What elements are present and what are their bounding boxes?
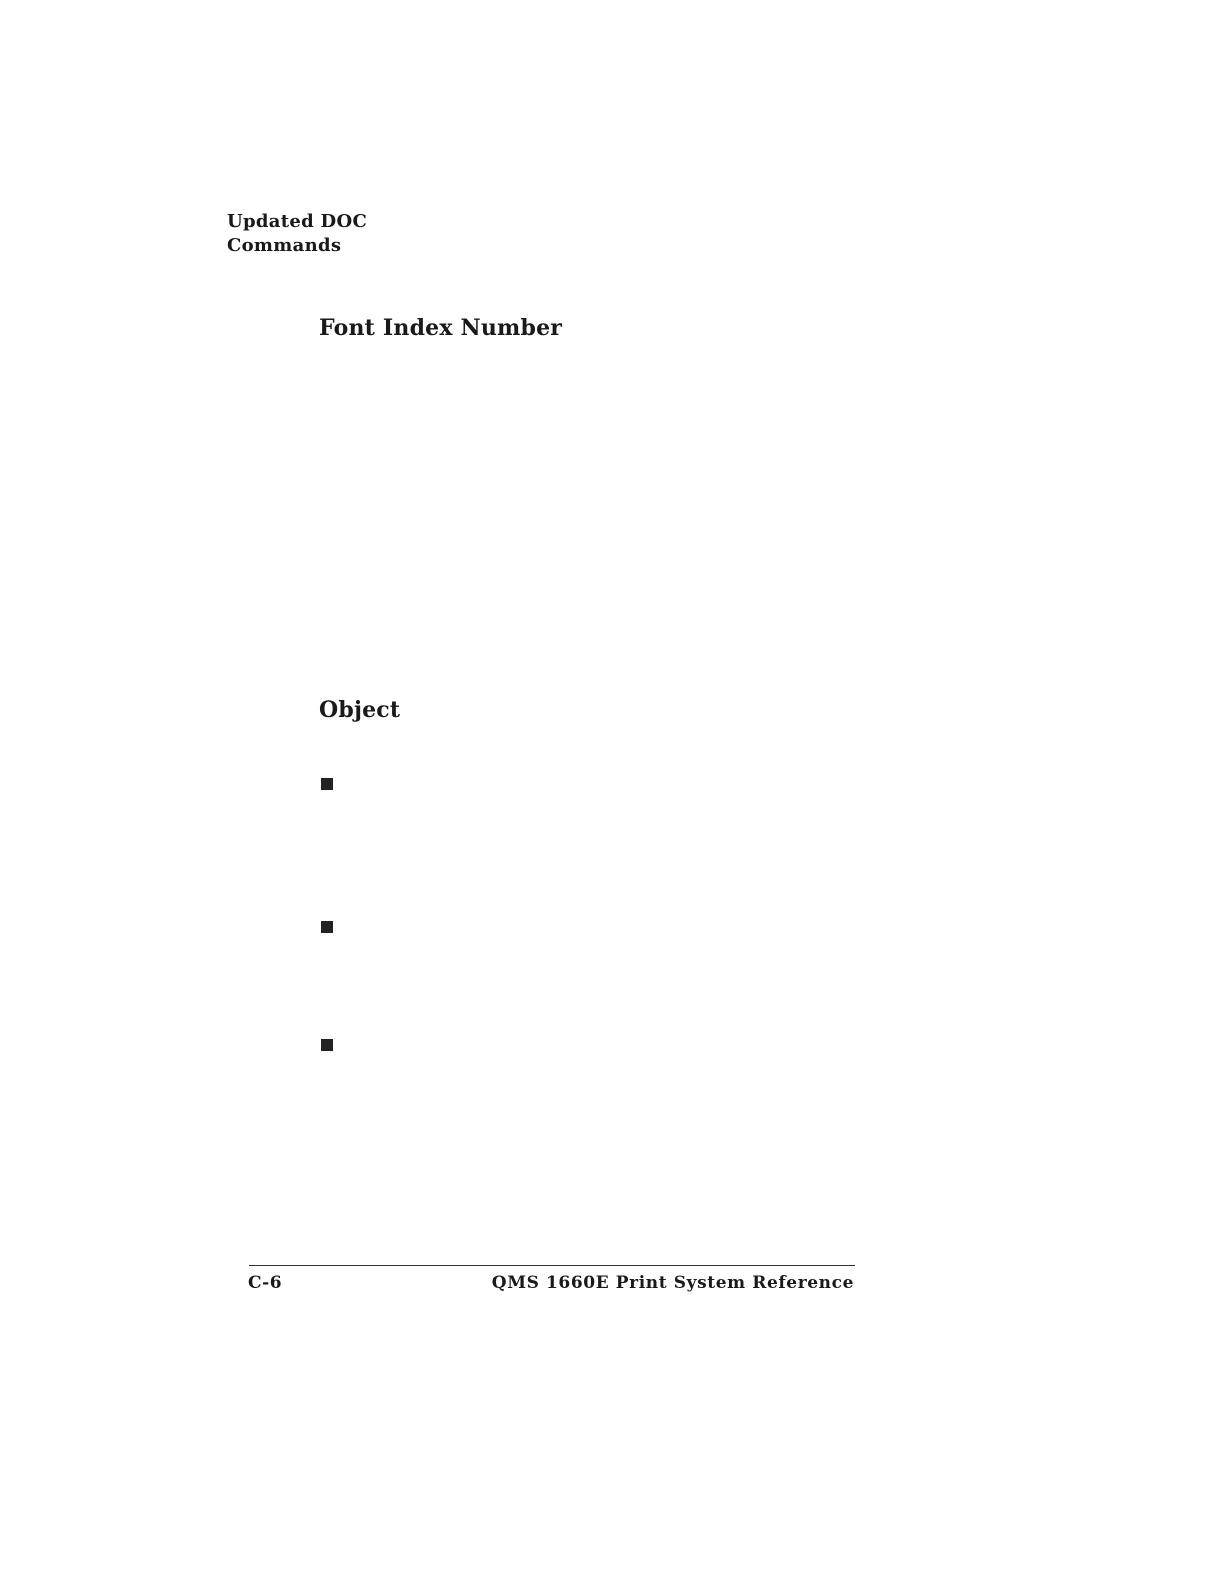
footer-document-title: QMS 1660E Print System Reference xyxy=(491,1273,854,1293)
bullet-square-icon xyxy=(321,921,333,933)
bullet-square-icon xyxy=(321,778,333,790)
section-heading-font-index-number: Font Index Number xyxy=(319,315,563,341)
side-heading-line-2: Commands xyxy=(227,235,342,256)
section-heading-object: Object xyxy=(319,697,401,723)
side-heading xyxy=(227,210,367,258)
bullet-square-icon xyxy=(321,1039,333,1051)
page-number: C-6 xyxy=(248,1273,283,1293)
footer-divider xyxy=(249,1265,855,1266)
side-heading-line-1: Updated DOC xyxy=(227,211,368,232)
